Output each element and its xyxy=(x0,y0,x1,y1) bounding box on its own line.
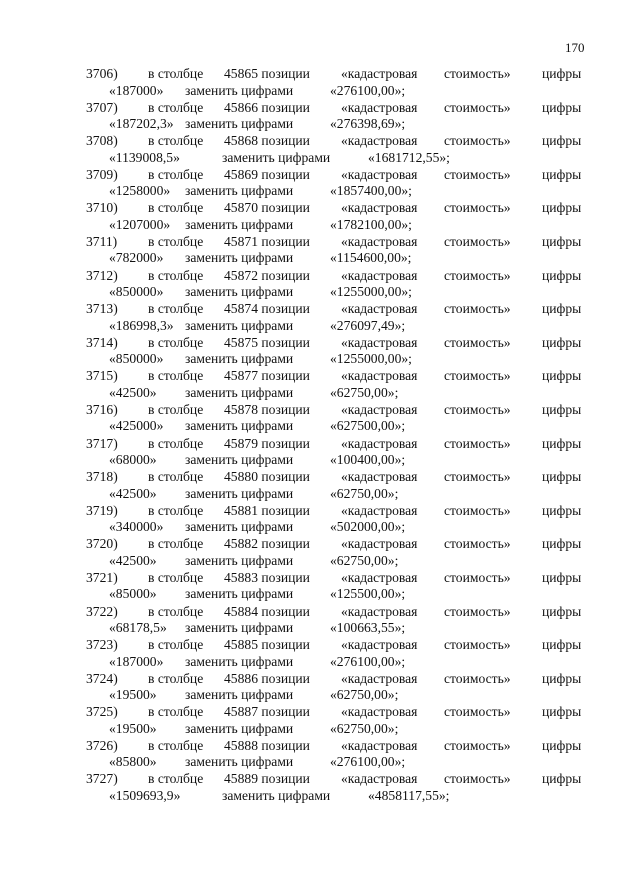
amendment-list xyxy=(0,66,640,805)
old-value: «850000» xyxy=(109,284,164,300)
cost-label: стоимость» xyxy=(444,502,511,518)
amendment-item xyxy=(0,200,640,234)
cost-label: стоимость» xyxy=(444,435,511,451)
cadastral-label: «кадастровая xyxy=(341,66,418,81)
old-value: «19500» xyxy=(109,720,157,736)
old-value: «85000» xyxy=(109,586,157,602)
cadastral-label: «кадастровая xyxy=(341,704,418,720)
position-number: 45889 xyxy=(224,771,258,787)
amendment-item xyxy=(0,66,640,100)
replace-label: заменить цифрами xyxy=(185,351,294,367)
replace-label: заменить цифрами xyxy=(185,216,294,232)
cadastral-label: «кадастровая xyxy=(341,166,418,182)
new-value: «62750,00»; xyxy=(330,720,399,736)
replace-label: заменить цифрами xyxy=(185,250,294,266)
item-number: 3706) xyxy=(86,66,118,81)
position-number: 45884 xyxy=(224,603,258,619)
position-reference xyxy=(224,503,310,519)
in-column-label: в столбце xyxy=(148,502,204,518)
cost-label: стоимость» xyxy=(444,670,511,686)
position-reference xyxy=(224,234,310,250)
replace-label: заменить цифрами xyxy=(185,485,294,501)
cadastral-label: «кадастровая xyxy=(341,536,418,552)
old-value: «19500» xyxy=(109,687,157,703)
new-value: «62750,00»; xyxy=(330,485,399,501)
new-value: «1681712,55»; xyxy=(368,149,450,165)
cost-label: стоимость» xyxy=(444,569,511,585)
cost-label: стоимость» xyxy=(444,401,511,417)
cadastral-label: «кадастровая xyxy=(341,368,418,384)
amendment-item xyxy=(0,771,640,805)
position-reference xyxy=(224,536,310,552)
positions-label: позиции xyxy=(261,166,310,182)
item-number: 3717) xyxy=(86,435,118,451)
in-column-label: в столбце xyxy=(148,469,204,485)
position-reference xyxy=(224,368,310,384)
replace-label: заменить цифрами xyxy=(185,418,294,434)
in-column-label: в столбце xyxy=(148,569,204,585)
page-number: 170 xyxy=(565,40,585,55)
amendment-item xyxy=(0,671,640,705)
position-number: 45878 xyxy=(224,401,258,417)
amendment-item xyxy=(0,570,640,604)
positions-label: позиции xyxy=(261,536,310,552)
positions-label: позиции xyxy=(261,401,310,417)
new-value: «276100,00»; xyxy=(330,653,406,669)
in-column-label: в столбце xyxy=(148,771,204,787)
item-number: 3727) xyxy=(86,771,118,787)
old-value: «85800» xyxy=(109,754,157,770)
in-column-label: в столбце xyxy=(148,233,204,249)
amendment-item xyxy=(0,402,640,436)
amendment-item xyxy=(0,536,640,570)
position-reference xyxy=(224,604,310,620)
replace-label: заменить цифрами xyxy=(185,519,294,535)
positions-label: позиции xyxy=(261,637,310,653)
new-value: «276100,00»; xyxy=(330,754,406,770)
cost-label: стоимость» xyxy=(444,166,511,182)
position-number: 45866 xyxy=(224,99,258,115)
replace-label: заменить цифрами xyxy=(185,317,294,333)
old-value: «68000» xyxy=(109,452,157,468)
old-value: «186998,3» xyxy=(109,317,174,333)
new-value: «276398,69»; xyxy=(330,116,406,132)
cadastral-label: «кадастровая xyxy=(341,435,418,451)
digits-label: цифры xyxy=(542,704,582,720)
old-value: «850000» xyxy=(109,351,164,367)
item-number: 3713) xyxy=(86,301,118,317)
position-reference xyxy=(224,704,310,720)
positions-label: позиции xyxy=(261,66,310,81)
in-column-label: в столбце xyxy=(148,737,204,753)
in-column-label: в столбце xyxy=(148,670,204,686)
new-value: «1154600,00»; xyxy=(330,250,412,266)
amendment-item xyxy=(0,100,640,134)
position-reference xyxy=(224,66,310,82)
position-number: 45883 xyxy=(224,569,258,585)
new-value: «62750,00»; xyxy=(330,552,399,568)
digits-label: цифры xyxy=(542,301,582,317)
item-number: 3722) xyxy=(86,603,118,619)
cost-label: стоимость» xyxy=(444,301,511,317)
positions-label: позиции xyxy=(261,603,310,619)
position-reference xyxy=(224,301,310,317)
amendment-item xyxy=(0,301,640,335)
old-value: «340000» xyxy=(109,519,164,535)
positions-label: позиции xyxy=(261,301,310,317)
cadastral-label: «кадастровая xyxy=(341,200,418,216)
old-value: «42500» xyxy=(109,485,157,501)
in-column-label: в столбце xyxy=(148,301,204,317)
item-number: 3708) xyxy=(86,133,118,149)
item-number: 3714) xyxy=(86,334,118,350)
cost-label: стоимость» xyxy=(444,737,511,753)
new-value: «1255000,00»; xyxy=(330,351,412,367)
position-number: 45881 xyxy=(224,502,258,518)
new-value: «100400,00»; xyxy=(330,452,406,468)
old-value: «1139008,5» xyxy=(109,149,180,165)
new-value: «62750,00»; xyxy=(330,687,399,703)
position-reference xyxy=(224,133,310,149)
amendment-item xyxy=(0,738,640,772)
replace-label: заменить цифрами xyxy=(185,552,294,568)
position-number: 45885 xyxy=(224,637,258,653)
new-value: «4858117,55»; xyxy=(368,787,450,803)
in-column-label: в столбце xyxy=(148,200,204,216)
in-column-label: в столбце xyxy=(148,166,204,182)
amendment-item xyxy=(0,637,640,671)
cadastral-label: «кадастровая xyxy=(341,771,418,787)
position-reference xyxy=(224,335,310,351)
positions-label: позиции xyxy=(261,771,310,787)
amendment-item xyxy=(0,368,640,402)
positions-label: позиции xyxy=(261,502,310,518)
positions-label: позиции xyxy=(261,569,310,585)
new-value: «100663,55»; xyxy=(330,620,406,635)
positions-label: позиции xyxy=(261,670,310,686)
replace-label: заменить цифрами xyxy=(185,586,294,602)
replace-label: заменить цифрами xyxy=(222,149,331,165)
new-value: «1255000,00»; xyxy=(330,284,412,300)
in-column-label: в столбце xyxy=(148,267,204,283)
amendment-item xyxy=(0,604,640,638)
position-number: 45865 xyxy=(224,66,258,81)
cost-label: стоимость» xyxy=(444,133,511,149)
position-reference xyxy=(224,570,310,586)
new-value: «502000,00»; xyxy=(330,519,406,535)
item-number: 3716) xyxy=(86,401,118,417)
position-reference xyxy=(224,771,310,787)
replace-label: заменить цифрами xyxy=(185,452,294,468)
position-number: 45874 xyxy=(224,301,258,317)
digits-label: цифры xyxy=(542,133,582,149)
digits-label: цифры xyxy=(542,771,582,787)
in-column-label: в столбце xyxy=(148,133,204,149)
item-number: 3715) xyxy=(86,368,118,384)
cadastral-label: «кадастровая xyxy=(341,603,418,619)
digits-label: цифры xyxy=(542,435,582,451)
digits-label: цифры xyxy=(542,166,582,182)
item-number: 3723) xyxy=(86,637,118,653)
cost-label: стоимость» xyxy=(444,267,511,283)
amendment-item xyxy=(0,133,640,167)
cadastral-label: «кадастровая xyxy=(341,502,418,518)
positions-label: позиции xyxy=(261,99,310,115)
positions-label: позиции xyxy=(261,267,310,283)
cadastral-label: «кадастровая xyxy=(341,569,418,585)
item-number: 3709) xyxy=(86,166,118,182)
item-number: 3711) xyxy=(86,233,118,249)
cadastral-label: «кадастровая xyxy=(341,133,418,149)
amendment-item xyxy=(0,268,640,302)
position-number: 45871 xyxy=(224,233,258,249)
replace-label: заменить цифрами xyxy=(185,284,294,300)
cost-label: стоимость» xyxy=(444,368,511,384)
cadastral-label: «кадастровая xyxy=(341,334,418,350)
position-number: 45880 xyxy=(224,469,258,485)
amendment-item xyxy=(0,234,640,268)
in-column-label: в столбце xyxy=(148,603,204,619)
old-value: «187202,3» xyxy=(109,116,174,132)
old-value: «782000» xyxy=(109,250,164,266)
new-value: «276100,00»; xyxy=(330,82,406,98)
position-reference xyxy=(224,100,310,116)
amendment-item xyxy=(0,335,640,369)
in-column-label: в столбце xyxy=(148,368,204,384)
cadastral-label: «кадастровая xyxy=(341,99,418,115)
item-number: 3726) xyxy=(86,737,118,753)
old-value: «187000» xyxy=(109,653,164,669)
position-reference xyxy=(224,637,310,653)
cadastral-label: «кадастровая xyxy=(341,233,418,249)
digits-label: цифры xyxy=(542,569,582,585)
position-reference xyxy=(224,671,310,687)
digits-label: цифры xyxy=(542,66,582,81)
replace-label: заменить цифрами xyxy=(185,720,294,736)
position-number: 45875 xyxy=(224,334,258,350)
position-number: 45886 xyxy=(224,670,258,686)
old-value: «1509693,9» xyxy=(109,787,181,803)
position-number: 45877 xyxy=(224,368,258,384)
digits-label: цифры xyxy=(542,670,582,686)
position-number: 45887 xyxy=(224,704,258,720)
cost-label: стоимость» xyxy=(444,200,511,216)
position-reference xyxy=(224,402,310,418)
cadastral-label: «кадастровая xyxy=(341,670,418,686)
item-number: 3720) xyxy=(86,536,118,552)
item-number: 3710) xyxy=(86,200,118,216)
position-reference xyxy=(224,200,310,216)
cost-label: стоимость» xyxy=(444,704,511,720)
item-number: 3712) xyxy=(86,267,118,283)
cost-label: стоимость» xyxy=(444,99,511,115)
in-column-label: в столбце xyxy=(148,99,204,115)
old-value: «42500» xyxy=(109,552,157,568)
replace-label: заменить цифрами xyxy=(222,787,331,803)
in-column-label: в столбце xyxy=(148,536,204,552)
digits-label: цифры xyxy=(542,200,582,216)
cadastral-label: «кадастровая xyxy=(341,401,418,417)
digits-label: цифры xyxy=(542,368,582,384)
position-reference xyxy=(224,436,310,452)
digits-label: цифры xyxy=(542,267,582,283)
positions-label: позиции xyxy=(261,200,310,216)
position-number: 45879 xyxy=(224,435,258,451)
old-value: «68178,5» xyxy=(109,620,167,635)
digits-label: цифры xyxy=(542,603,582,619)
cadastral-label: «кадастровая xyxy=(341,469,418,485)
position-number: 45882 xyxy=(224,536,258,552)
positions-label: позиции xyxy=(261,737,310,753)
item-number: 3724) xyxy=(86,670,118,686)
position-number: 45869 xyxy=(224,166,258,182)
positions-label: позиции xyxy=(261,133,310,149)
in-column-label: в столбце xyxy=(148,66,204,81)
new-value: «125500,00»; xyxy=(330,586,406,602)
cost-label: стоимость» xyxy=(444,469,511,485)
cost-label: стоимость» xyxy=(444,603,511,619)
replace-label: заменить цифрами xyxy=(185,82,294,98)
in-column-label: в столбце xyxy=(148,704,204,720)
amendment-item xyxy=(0,503,640,537)
in-column-label: в столбце xyxy=(148,637,204,653)
new-value: «1782100,00»; xyxy=(330,216,412,232)
positions-label: позиции xyxy=(261,469,310,485)
cadastral-label: «кадастровая xyxy=(341,301,418,317)
cost-label: стоимость» xyxy=(444,637,511,653)
old-value: «1207000» xyxy=(109,216,171,232)
position-reference xyxy=(224,469,310,485)
cadastral-label: «кадастровая xyxy=(341,637,418,653)
positions-label: позиции xyxy=(261,704,310,720)
new-value: «276097,49»; xyxy=(330,317,406,333)
in-column-label: в столбце xyxy=(148,435,204,451)
positions-label: позиции xyxy=(261,334,310,350)
old-value: «42500» xyxy=(109,384,157,400)
item-number: 3707) xyxy=(86,99,118,115)
item-number: 3718) xyxy=(86,469,118,485)
digits-label: цифры xyxy=(542,637,582,653)
position-number: 45868 xyxy=(224,133,258,149)
digits-label: цифры xyxy=(542,334,582,350)
in-column-label: в столбце xyxy=(148,334,204,350)
cadastral-label: «кадастровая xyxy=(341,737,418,753)
amendment-item xyxy=(0,704,640,738)
replace-label: заменить цифрами xyxy=(185,183,294,199)
digits-label: цифры xyxy=(542,536,582,552)
digits-label: цифры xyxy=(542,737,582,753)
in-column-label: в столбце xyxy=(148,401,204,417)
amendment-item xyxy=(0,167,640,201)
amendment-item xyxy=(0,436,640,470)
cost-label: стоимость» xyxy=(444,771,511,787)
positions-label: позиции xyxy=(261,233,310,249)
position-reference xyxy=(224,167,310,183)
cost-label: стоимость» xyxy=(444,233,511,249)
positions-label: позиции xyxy=(261,368,310,384)
positions-label: позиции xyxy=(261,435,310,451)
item-number: 3721) xyxy=(86,569,118,585)
digits-label: цифры xyxy=(542,99,582,115)
new-value: «627500,00»; xyxy=(330,418,406,434)
position-number: 45888 xyxy=(224,737,258,753)
position-reference xyxy=(224,268,310,284)
replace-label: заменить цифрами xyxy=(185,384,294,400)
replace-label: заменить цифрами xyxy=(185,620,294,635)
replace-label: заменить цифрами xyxy=(185,653,294,669)
new-value: «62750,00»; xyxy=(330,384,399,400)
item-number: 3719) xyxy=(86,502,118,518)
cost-label: стоимость» xyxy=(444,66,511,81)
digits-label: цифры xyxy=(542,469,582,485)
amendment-item xyxy=(0,469,640,503)
position-number: 45870 xyxy=(224,200,258,216)
digits-label: цифры xyxy=(542,502,582,518)
item-number: 3725) xyxy=(86,704,118,720)
position-reference xyxy=(224,738,310,754)
replace-label: заменить цифрами xyxy=(185,116,294,132)
position-number: 45872 xyxy=(224,267,258,283)
digits-label: цифры xyxy=(542,233,582,249)
cost-label: стоимость» xyxy=(444,334,511,350)
digits-label: цифры xyxy=(542,401,582,417)
cost-label: стоимость» xyxy=(444,536,511,552)
replace-label: заменить цифрами xyxy=(185,754,294,770)
new-value: «1857400,00»; xyxy=(330,183,412,199)
replace-label: заменить цифрами xyxy=(185,687,294,703)
old-value: «187000» xyxy=(109,82,164,98)
old-value: «425000» xyxy=(109,418,164,434)
old-value: «1258000» xyxy=(109,183,171,199)
cadastral-label: «кадастровая xyxy=(341,267,418,283)
